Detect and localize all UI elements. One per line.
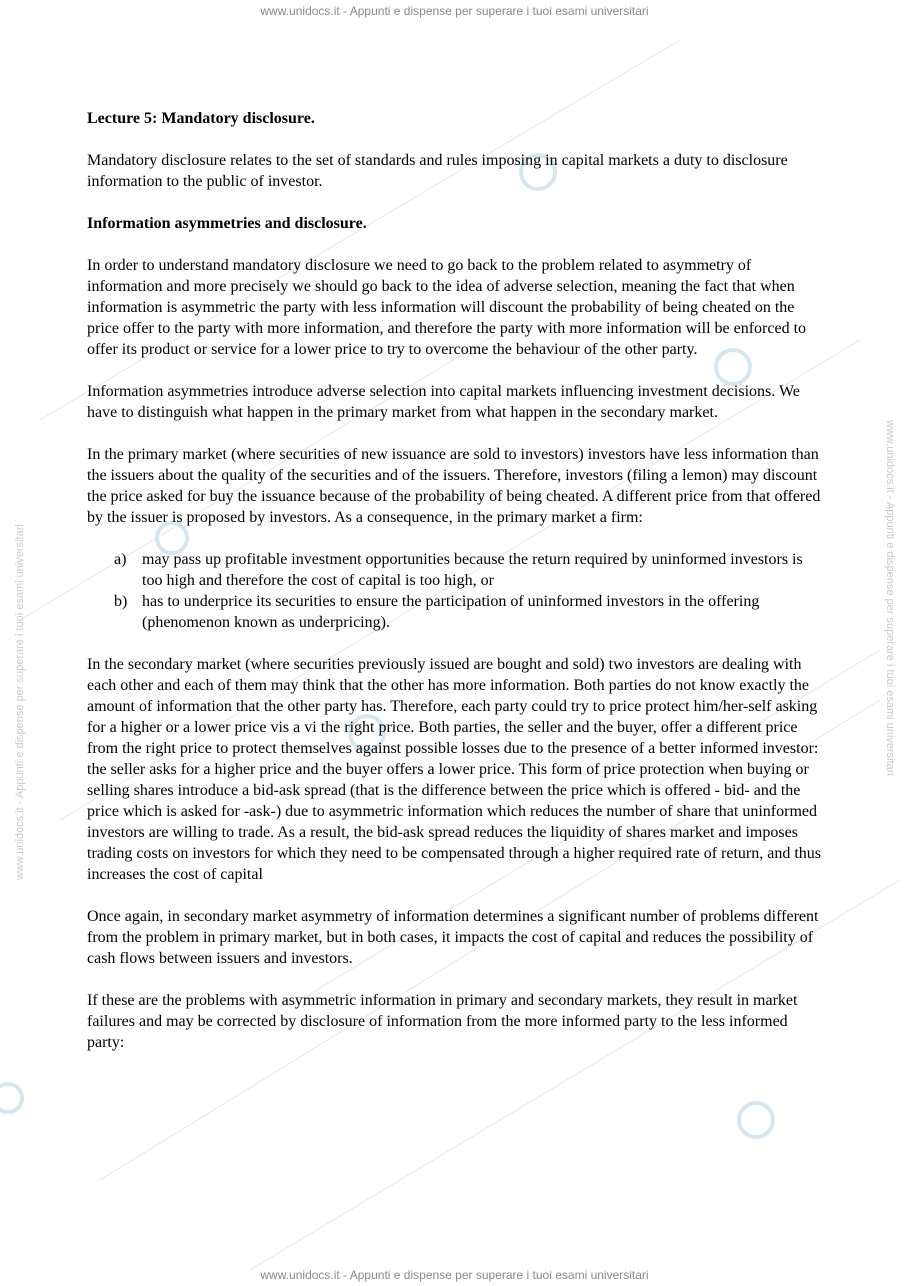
list-marker: a) <box>114 551 127 568</box>
list-item-text: may pass up profitable investment opportunities because the return required by uninformed investors is too high and therefore the cost of capital is too high, or <box>142 551 803 589</box>
list-item <box>87 591 822 633</box>
side-watermark-left: www.unidocs.it - Appunti e dispense per superare i tuoi esami universitari <box>14 524 26 880</box>
paragraph: Once again, in secondary market asymmetry of information determines a significant number of problems different from the problem in primary market, but in both cases, it impacts the cost of capital and reduces the possibility of cash flows between issuers and investors. <box>87 908 819 967</box>
list-marker: b) <box>114 593 128 610</box>
list-item <box>87 549 822 591</box>
lecture-title: Lecture 5: Mandatory disclosure. <box>87 110 315 127</box>
section-heading: Information asymmetries and disclosure. <box>87 215 367 232</box>
intro-paragraph: Mandatory disclosure relates to the set of standards and rules imposing in capital markets a duty to disclosure information to the public of investor. <box>87 152 788 190</box>
paragraph: In the primary market (where securities of new issuance are sold to investors) investors have less information than the issuers about the quality of the securities and of the issuers. Therefore, investors (filing a lemon) may discount the price asked for buy the issuance because of the probability of being cheated. A different price from that offered by the issuer is proposed by investors. As a consequence, in the primary market a firm: <box>87 446 821 526</box>
consequence-list <box>87 549 822 633</box>
page-footer: www.unidocs.it - Appunti e dispense per superare i tuoi esami universitari <box>260 1268 649 1282</box>
document-body <box>87 108 822 1074</box>
paragraph: If these are the problems with asymmetric information in primary and secondary markets, they result in market failures and may be corrected by disclosure of information from the more informed party to the less informed party: <box>87 992 798 1051</box>
paragraph: In order to understand mandatory disclosure we need to go back to the problem related to asymmetry of information and more precisely we should go back to the idea of adverse selection, meaning the fact that when information is asymmetric the party with less information will discount the probability of being cheated on the price offer to the party with more information, and therefore the party with more information will be enforced to offer its product or service for a lower price to try to overcome the behaviour of the other party. <box>87 257 807 358</box>
list-item-text: has to underprice its securities to ensure the participation of uninformed investors in the offering (phenomenon known as underpricing). <box>142 593 760 631</box>
paragraph: In the secondary market (where securities previously issued are bought and sold) two investors are dealing with each other and each of them may think that the other has more information. Both parties do not know exactly the amount of information that the other party has. Therefore, each party could try to price protect him/her-self asking for a higher or a lower price vis a vi the right price. Both parties, the seller and the buyer, offer a different price from the right price to protect themselves against possible losses due to the presence of a better informed investor: the seller asks for a higher price and the buyer offers a lower price. This form of price protection when buying or selling shares introduce a bid-ask spread (that is the difference between the price which is offered - bid- and the price which is asked for -ask-) due to asymmetric information which reduces the number of share that uninformed investors are willing to trade. As a result, the bid-ask spread reduces the liquidity of shares market and imposes trading costs on investors for which they need to be compensated through a higher required rate of return, and thus increases the cost of capital <box>87 656 822 883</box>
side-watermark-right: www.unidocs.it - Appunti e dispense per superare i tuoi esami universitari <box>884 420 896 776</box>
paragraph: Information asymmetries introduce adverse selection into capital markets influencing investment decisions. We have to distinguish what happen in the primary market from what happen in the secondary market. <box>87 383 800 421</box>
page-header: www.unidocs.it - Appunti e dispense per superare i tuoi esami universitari <box>260 4 649 18</box>
